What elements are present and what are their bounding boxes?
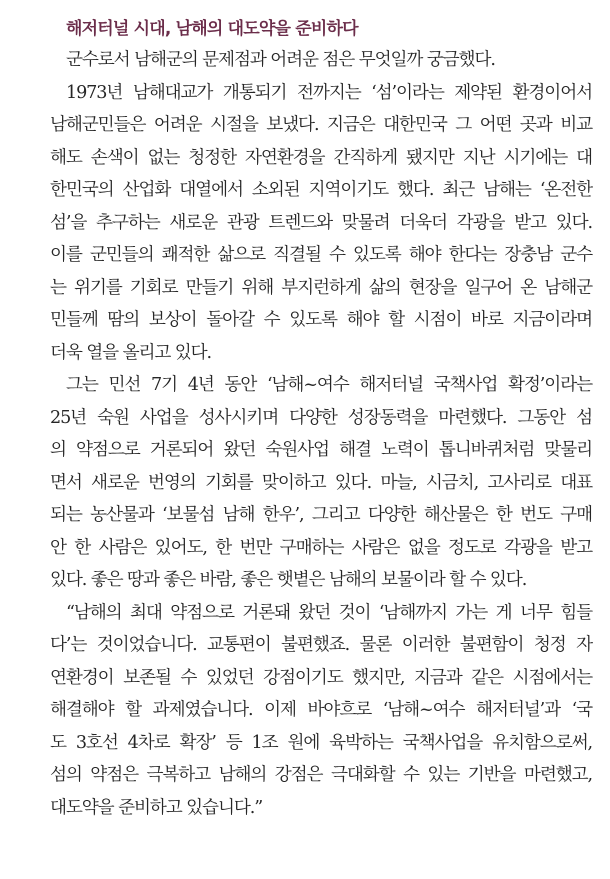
text-line: 그는 민선 7기 4년 동안 ‘남해~여수 해저터널 국책사업 확정’이라는: [66, 375, 592, 395]
text-line: 한민국의 산업화 대열에서 소외된 지역이기도 했다. 최근 남해는 ‘온전한: [50, 180, 592, 200]
text-line: 되는 농산물과 ‘보물섬 남해 한우’, 그리고 다양한 해산물은 한 번도 구매: [50, 505, 592, 525]
text-line: 25년 숙원 사업을 성사시키며 다양한 성장동력을 마련했다. 그동안 섬: [50, 407, 592, 428]
text-line: 섬’을 추구하는 새로운 관광 트렌드와 맞물려 더욱더 각광을 받고 있다.: [50, 212, 592, 233]
text-line: 섬의 약점은 극복하고 남해의 강점은 극대화할 수 있는 기반을 마련했고,: [50, 765, 592, 785]
paragraph-history: [50, 77, 592, 370]
text-line: 1973년 남해대교가 개통되기 전까지는 ‘섬’이라는 제약된 환경이어서: [66, 82, 592, 103]
article: [50, 14, 592, 824]
text-line: 도 3호선 4차로 확장’ 등 1조 원에 육박하는 국책사업을 유치함으로써,: [50, 732, 592, 753]
text-line: 안 한 사람은 있어도, 한 번만 구매하는 사람은 없을 정도로 각광을 받고: [50, 537, 592, 558]
text-line: 민들께 땀의 보상이 돌아갈 수 있도록 해야 할 시점이 바로 지금이라며: [50, 310, 592, 330]
text-line: 연환경이 보존될 수 있었던 강점이기도 했지만, 지금과 같은 시점에서는: [50, 667, 592, 688]
text-line: 더욱 열을 올리고 있다.: [50, 342, 212, 363]
text-line: 대도약을 준비하고 있습니다.”: [50, 797, 263, 818]
text-line: 해도 손색이 없는 청정한 자연환경을 간직하게 됐지만 지난 시기에는 대: [50, 147, 592, 168]
text-line: 의 약점으로 거론되어 왔던 숙원사업 해결 노력이 톱니바퀴처럼 맞물리: [50, 440, 592, 460]
text-line: 남해군민들은 어려운 시절을 보냈다. 지금은 대한민국 그 어떤 곳과 비교: [50, 115, 592, 135]
text-line: 있다. 좋은 땅과 좋은 바람, 좋은 햇볕은 남해의 보물이라 할 수 있다.: [50, 570, 527, 590]
paragraph-intro: [50, 44, 592, 77]
section-heading: 해저터널 시대, 남해의 대도약을 준비하다: [66, 19, 358, 39]
text-line: “남해의 최대 약점으로 거론돼 왔던 것이 ‘남해까지 가는 게 너무 힘들: [66, 602, 592, 623]
text-line: 면서 새로운 번영의 기회를 맞이하고 있다. 마늘, 시금치, 고사리로 대표: [50, 472, 592, 493]
text-line: 해결해야 할 과제였습니다. 이제 바야흐로 ‘남해~여수 해저터널’과 ‘국: [50, 700, 592, 720]
text-line: 는 위기를 기회로 만들기 위해 부지런하게 삶의 현장을 일구어 온 남해군: [50, 277, 592, 298]
paragraph-quote: [50, 597, 592, 825]
paragraph-achievements: [50, 369, 592, 597]
text-line: 다’는 것이었습니다. 교통편이 불편했죠. 물론 이러한 불편함이 청정 자: [50, 635, 592, 655]
text-line: 군수로서 남해군의 문제점과 어려운 점은 무엇일까 궁금했다.: [66, 50, 495, 70]
text-line: 이를 군민들의 쾌적한 삶으로 직결될 수 있도록 해야 한다는 장충남 군수: [50, 245, 592, 265]
